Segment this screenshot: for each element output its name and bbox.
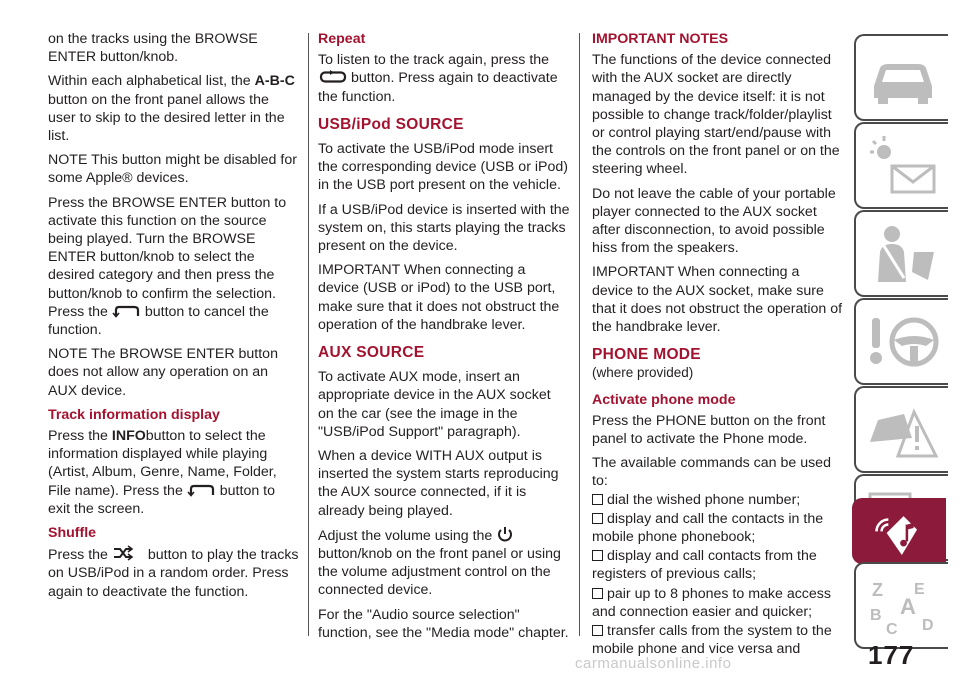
column-3 bbox=[592, 30, 844, 660]
para-note-apple: NOTE This button might be disabled for some Apple® devices. bbox=[48, 152, 297, 187]
abc-label: A-B-C bbox=[254, 73, 295, 90]
repeat-icon bbox=[318, 70, 348, 84]
checkbox-bullet-icon bbox=[592, 550, 603, 561]
where-provided: (where provided) bbox=[592, 365, 694, 381]
back-icon bbox=[112, 304, 142, 318]
para-shuffle: Press the button to play the tracks on USB/iPod in a random order. Press again to deactivate the function. bbox=[48, 547, 299, 600]
list-item: transfer calls from the system to the mobile phone and vice versa and bbox=[592, 623, 832, 658]
para-aux-activate: To activate AUX mode, insert an appropriate device in the AUX socket on the car (see the image in the "USB/iPod Support" paragraph). bbox=[318, 369, 551, 440]
steering-wheel-icon bbox=[864, 310, 942, 374]
car-icon bbox=[864, 46, 942, 110]
para-info: Press the INFObutton to select the information displayed while playing (Artist, Album, Genre, Name, Folder, File name). Press the button to exit the screen. bbox=[48, 428, 277, 517]
list-item: display and call the contacts in the mobile phone phonebook; bbox=[592, 510, 824, 546]
column-1 bbox=[48, 30, 300, 607]
multimedia-icon bbox=[862, 506, 940, 560]
list-item: display and call contacts from the registers of previous calls; bbox=[592, 548, 817, 583]
para-repeat: To listen to the track again, press the button. Press again to deactivate the function. bbox=[318, 52, 558, 105]
para-note-aux: NOTE The BROWSE ENTER button does not allow any operation on an AUX device. bbox=[48, 346, 278, 399]
back-icon bbox=[187, 483, 217, 497]
tab-multimedia[interactable] bbox=[852, 498, 946, 564]
para-volume: Adjust the volume using the button/knob on the front panel or using the volume adjustment control on the connected device. bbox=[318, 527, 561, 599]
column-divider bbox=[579, 33, 580, 636]
para-usb-important: IMPORTANT When connecting a device (USB or iPod) to the USB port, make sure that it does not obstruct the operation of the handbrake lever. bbox=[318, 262, 560, 333]
para-browse-enter: Press the BROWSE ENTER button to activate this function on the source being played. Turn the BROWSE ENTER button/knob to select the desired category and then press the button/knob to confirm the selection. Press the button to cancel the function. bbox=[48, 194, 287, 339]
tab-index[interactable] bbox=[854, 562, 948, 649]
info-label: INFO bbox=[111, 428, 146, 445]
heading-aux-source: AUX SOURCE bbox=[318, 344, 425, 362]
heading-phone-mode: PHONE MODE bbox=[592, 346, 701, 364]
heading-important-notes: IMPORTANT NOTES bbox=[592, 31, 729, 47]
svg-text:E: E bbox=[914, 581, 925, 598]
heading-track-info: Track information display bbox=[48, 406, 220, 423]
para-usb-activate: To activate the USB/iPod mode insert the corresponding device (USB or iPod) in the USB port present on the vehicle. bbox=[318, 141, 568, 194]
emergency-car-icon bbox=[864, 398, 942, 462]
checkbox-bullet-icon bbox=[592, 588, 603, 599]
checkbox-bullet-icon bbox=[592, 494, 603, 505]
warning-light-icon bbox=[864, 134, 942, 198]
checkbox-bullet-icon bbox=[592, 625, 603, 636]
svg-text:A: A bbox=[900, 594, 916, 619]
watermark: carmanualsonline.info bbox=[575, 655, 732, 672]
svg-text:Z: Z bbox=[872, 580, 883, 600]
para-abc: Within each alphabetical list, the A-B-C button on the front panel allows the user to skip to the desired letter in the list. bbox=[48, 73, 295, 145]
svg-text:C: C bbox=[886, 621, 898, 638]
para-aux-output: When a device WITH AUX output is inserted the system starts reproducing the AUX source connected, if it is already being played. bbox=[318, 448, 559, 519]
alphabet-index-icon bbox=[864, 574, 942, 638]
para-aux-important: IMPORTANT When connecting a device to the AUX socket, make sure that it does not obstruct the operation of the handbrake lever. bbox=[592, 264, 843, 336]
para-cable: Do not leave the cable of your portable player connected to the AUX socket after disconnection, to avoid possible hiss from the speakers. bbox=[592, 185, 836, 257]
tab-car-overview[interactable] bbox=[854, 34, 948, 121]
tab-emergency[interactable] bbox=[854, 386, 948, 473]
list-item: dial the wished phone number; bbox=[592, 491, 844, 509]
para-aux-functions: The functions of the device connected with the AUX socket are directly managed by the device itself: it is not possible to change track/folder/playlist or control playing start/end/pause with the controls on the front panel or on the steering wheel. bbox=[592, 52, 840, 178]
column-2 bbox=[318, 30, 570, 648]
para-browse-tracks: on the tracks using the BROWSE ENTER button/knob. bbox=[48, 31, 258, 66]
para-usb-inserted: If a USB/iPod device is inserted with the system on, this starts playing the tracks present on the device. bbox=[318, 201, 570, 255]
list-item: pair up to 8 phones to make access and connection easier and quicker; bbox=[592, 585, 831, 620]
shuffle-icon bbox=[112, 545, 134, 561]
tab-dashboard-lights[interactable] bbox=[854, 122, 948, 209]
checkbox-bullet-icon bbox=[592, 513, 603, 524]
page-number: 177 bbox=[868, 640, 915, 670]
tab-safety[interactable] bbox=[854, 210, 948, 297]
svg-text:B: B bbox=[870, 607, 882, 624]
heading-usb-source: USB/iPod SOURCE bbox=[318, 115, 464, 133]
heading-shuffle: Shuffle bbox=[48, 525, 97, 542]
heading-activate-phone: Activate phone mode bbox=[592, 391, 736, 408]
para-phone-button: Press the PHONE button on the front panel to activate the Phone mode. bbox=[592, 412, 826, 448]
para-audio-source: For the "Audio source selection" function, see the "Media mode" chapter. bbox=[318, 606, 569, 641]
column-divider bbox=[308, 33, 309, 636]
para-commands: The available commands can be used to: bbox=[592, 455, 831, 490]
svg-text:D: D bbox=[922, 617, 934, 634]
tab-starting-driving[interactable] bbox=[854, 298, 948, 385]
seatbelt-icon bbox=[864, 222, 942, 286]
power-volume-icon bbox=[496, 526, 514, 542]
heading-repeat: Repeat bbox=[318, 31, 366, 47]
